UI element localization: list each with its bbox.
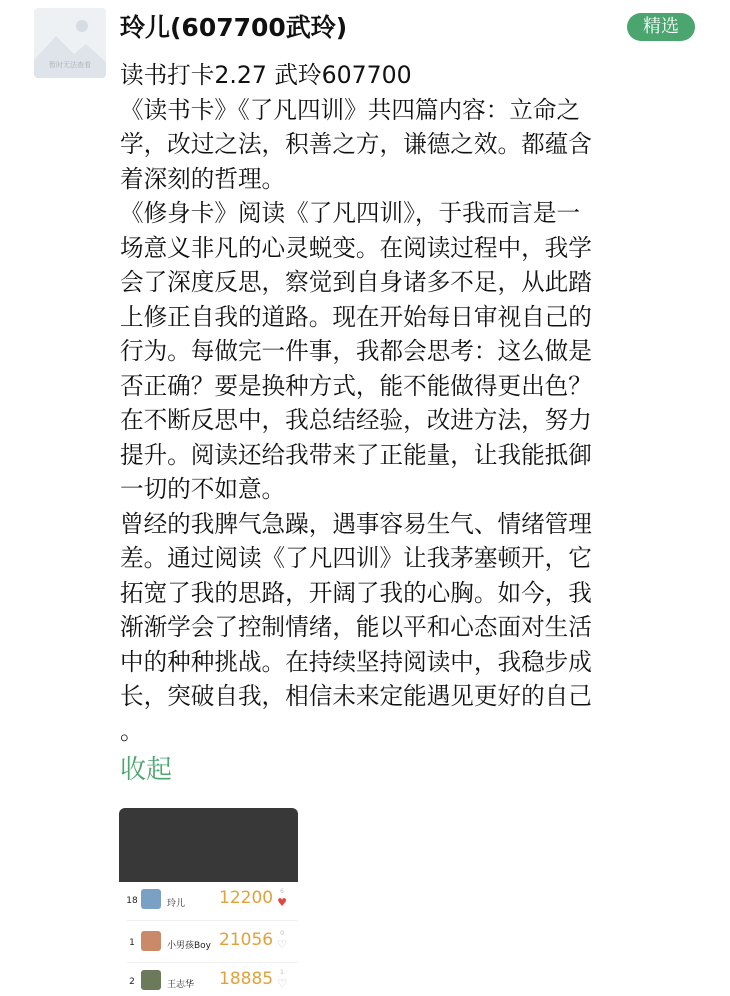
row-divider bbox=[127, 962, 298, 963]
leaderboard-row bbox=[119, 928, 298, 958]
post-line: 提升。阅读还给我带来了正能量，让我能抵御 bbox=[120, 440, 592, 469]
row-score: 18885 bbox=[219, 969, 274, 989]
featured-badge: 精选 bbox=[627, 13, 695, 41]
avatar-caption: 暂时无法查看 bbox=[49, 61, 91, 69]
post-line: 。 bbox=[120, 716, 144, 745]
post-line: 上修正自我的道路。现在开始每日审视自己的 bbox=[120, 302, 592, 331]
row-name: 王志华 bbox=[167, 980, 195, 990]
post-line: 《修身卡》阅读《了凡四训》，于我而言是一 bbox=[120, 199, 581, 227]
row-score: 21056 bbox=[219, 930, 274, 950]
row-avatar bbox=[141, 889, 161, 909]
leaderboard-row bbox=[119, 967, 298, 996]
post-line: 会了深度反思，察觉到自身诸多不足，从此踏 bbox=[120, 268, 592, 296]
leaderboard-image[interactable] bbox=[119, 808, 298, 996]
row-score: 12200 bbox=[219, 888, 274, 908]
row-like-count: 0 bbox=[280, 930, 284, 937]
post-line: 《读书卡》《了凡四训》共四篇内容：立命之 bbox=[120, 95, 581, 124]
post-line: 学，改过之法，积善之方，谦德之效。都蕴含 bbox=[120, 130, 592, 158]
post-line: 行为。每做完一件事，我都会思考：这么做是 bbox=[120, 337, 592, 365]
row-rank: 1 bbox=[129, 938, 135, 948]
row-avatar bbox=[141, 931, 161, 951]
post-line: 渐渐学会了控制情绪，能以平和心态面对生活 bbox=[120, 613, 592, 641]
heart-icon[interactable]: ♡ bbox=[277, 977, 287, 990]
post-line: 在不断反思中，我总结经验，改进方法，努力 bbox=[120, 406, 592, 434]
post-line: 否正确？要是换种方式，能不能做得更出色？ bbox=[120, 371, 592, 400]
row-like-count: 6 bbox=[280, 888, 284, 895]
post-content bbox=[120, 58, 680, 748]
post-line: 差。通过阅读《了凡四训》让我茅塞顿开，它 bbox=[120, 544, 592, 572]
post-line: 长，突破自我，相信未来定能遇见更好的自己 bbox=[120, 682, 592, 710]
row-name: 小男孩Boy bbox=[167, 941, 212, 951]
row-name: 玲儿 bbox=[167, 899, 186, 909]
heart-icon[interactable]: ♥ bbox=[277, 896, 287, 909]
post-line: 场意义非凡的心灵蜕变。在阅读过程中，我学 bbox=[120, 233, 592, 262]
post-line: 着深刻的哲理。 bbox=[120, 164, 286, 193]
row-avatar bbox=[141, 970, 161, 990]
author-avatar[interactable] bbox=[34, 8, 106, 78]
post-line: 中的种种挑战。在持续坚持阅读中，我稳步成 bbox=[120, 647, 592, 676]
post-line: 一切的不如意。 bbox=[120, 475, 286, 503]
row-rank: 2 bbox=[129, 977, 135, 987]
post-line: 拓宽了我的思路，开阔了我的心胸。如今，我 bbox=[120, 578, 592, 607]
heart-icon[interactable]: ♡ bbox=[277, 938, 287, 951]
collapse-link[interactable]: 收起 bbox=[120, 755, 173, 785]
row-rank: 18 bbox=[126, 896, 138, 906]
post-line: 读书打卡2.27 武玲607700 bbox=[120, 61, 412, 89]
row-like-count: 1 bbox=[280, 969, 284, 976]
author-name[interactable]: 玲儿(607700武玲) bbox=[120, 13, 348, 42]
leaderboard-header bbox=[119, 808, 298, 882]
post-line: 曾经的我脾气急躁，遇事容易生气、情绪管理 bbox=[120, 509, 592, 538]
row-divider bbox=[127, 920, 298, 921]
leaderboard-row bbox=[119, 886, 298, 916]
